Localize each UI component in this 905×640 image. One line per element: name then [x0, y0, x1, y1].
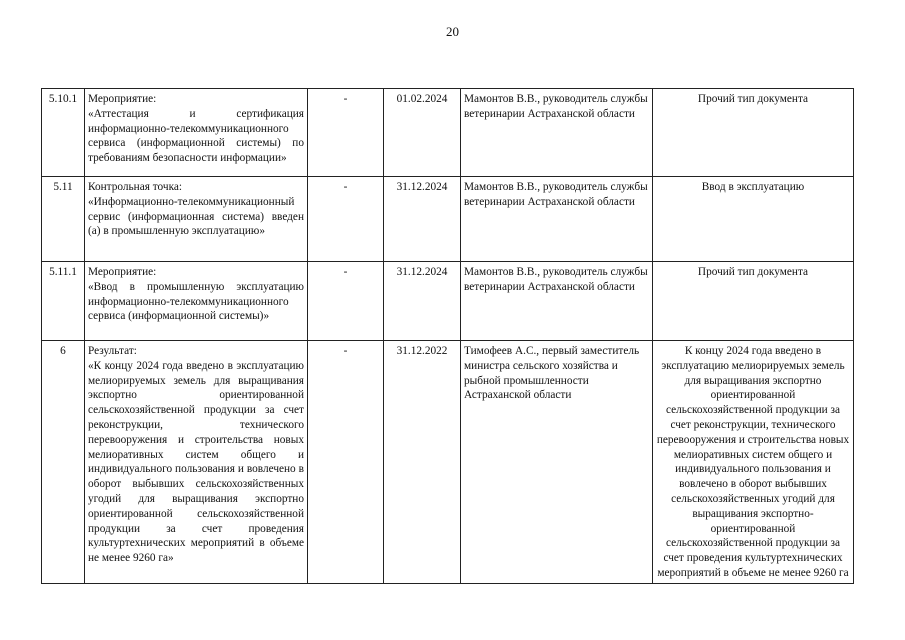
event-type-label: Результат: — [88, 345, 137, 357]
responsible-person: Мамонтов В.В., руководитель службы ветеринарии Астраханской области — [461, 177, 653, 262]
row-number: 5.11 — [42, 177, 85, 262]
table-row — [42, 177, 854, 262]
end-date: 31.12.2024 — [384, 177, 461, 262]
event-description: «Информационно-телекоммуникационный сервис (информационная система) введен (а) в промышленную эксплуатацию» — [88, 195, 304, 238]
row-number: 6 — [42, 341, 85, 584]
end-date: 31.12.2022 — [384, 341, 461, 584]
plan-table — [41, 88, 854, 584]
responsible-person: Тимофеев А.С., первый заместитель министра сельского хозяйства и рыбной промышленности Астраханской области — [461, 341, 653, 584]
responsible-person: Мамонтов В.В., руководитель службы ветеринарии Астраханской области — [461, 89, 653, 177]
row-number: 5.10.1 — [42, 89, 85, 177]
start-date: - — [308, 262, 384, 341]
document-type: Прочий тип документа — [653, 89, 854, 177]
page-number: 20 — [446, 24, 459, 39]
event-cell — [85, 341, 308, 584]
event-description: «Ввод в промышленную эксплуатацию информационно-телекоммуникационного сервиса (информационной системы)» — [88, 280, 304, 323]
document-type: Прочий тип документа — [653, 262, 854, 341]
event-description: «Аттестация и сертификация информационно-телекоммуникационного сервиса (информационной системы) по требованиям безопасности информации» — [88, 107, 304, 165]
start-date: - — [308, 177, 384, 262]
end-date: 01.02.2024 — [384, 89, 461, 177]
event-cell — [85, 89, 308, 177]
event-type-label: Мероприятие: — [88, 93, 157, 105]
responsible-person: Мамонтов В.В., руководитель службы ветеринарии Астраханской области — [461, 262, 653, 341]
start-date: - — [308, 341, 384, 584]
event-type-label: Мероприятие: — [88, 266, 157, 278]
document-type: Ввод в эксплуатацию — [653, 177, 854, 262]
table-row — [42, 262, 854, 341]
row-number: 5.11.1 — [42, 262, 85, 341]
event-description: «К концу 2024 года введено в эксплуатацию мелиорируемых земель для выращивания экспортно ориентированной сельскохозяйственной продукции за счет реконструкции, технического перевооружения и строительства новых мелиоративных систем общего и индивидуального пользования и вовлечено в оборот выбывших сельскохозяйственных угодий для выращивания экспортно ориентированной сельскохозяйственной продукции за счет проведения культуртехнических мероприятий в объеме не менее 9260 га» — [88, 359, 304, 565]
event-cell — [85, 262, 308, 341]
document-type: К концу 2024 года введено в эксплуатацию мелиорируемых земель для выращивания экспортно ориентированной сельскохозяйственной продукции за счет реконструкции, технического перевооружения и строительства новых мелиоративных систем общего и индивидуального пользования и вовлечено в оборот выбывших сельскохозяйственных угодий для выращивания экспортно-ориентированной сельскохозяйственной продукции за счет проведения культуртехнических мероприятий в объеме не менее 9260 га — [653, 341, 854, 584]
end-date: 31.12.2024 — [384, 262, 461, 341]
event-cell — [85, 177, 308, 262]
start-date: - — [308, 89, 384, 177]
table-row — [42, 341, 854, 584]
table-row — [42, 89, 854, 177]
event-type-label: Контрольная точка: — [88, 181, 183, 193]
